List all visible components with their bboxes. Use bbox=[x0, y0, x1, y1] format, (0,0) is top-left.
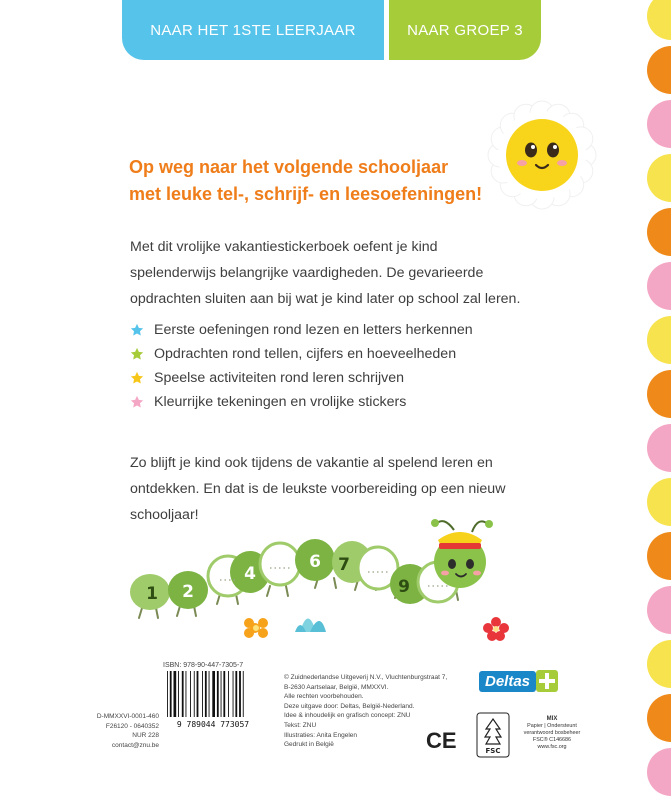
barcode-digits: 9 789044 773057 bbox=[176, 720, 250, 729]
outro-paragraph: Zo blijft je kind ook tijdens de vakantie al spelend leren en ontdekken. En dat is de leukste voorbereiding op een nieuw schooljaar! bbox=[130, 455, 506, 523]
svg-text:FSC: FSC bbox=[485, 747, 501, 755]
list-item: Kleurrijke tekeningen en vrolijke stickers bbox=[130, 390, 580, 414]
caterpillar-number: 1 bbox=[146, 584, 158, 604]
edge-dot bbox=[647, 478, 671, 526]
edge-dot bbox=[647, 316, 671, 364]
barcode bbox=[163, 671, 263, 729]
edge-dot bbox=[647, 0, 671, 40]
star-icon bbox=[130, 347, 144, 361]
flower-icon bbox=[483, 617, 509, 641]
barcode-bar bbox=[217, 671, 219, 717]
star-icon bbox=[130, 395, 144, 409]
barcode-bar bbox=[243, 671, 244, 717]
edge-dot bbox=[647, 640, 671, 688]
barcode-bar bbox=[178, 671, 179, 717]
fsc-logo bbox=[476, 712, 510, 758]
edge-dot bbox=[647, 532, 671, 580]
barcode-bar bbox=[174, 671, 177, 717]
barcode-bar bbox=[170, 671, 172, 717]
edge-dot bbox=[647, 46, 671, 94]
plus-icon bbox=[536, 670, 558, 692]
barcode-bar bbox=[190, 671, 191, 717]
barcode-bar bbox=[221, 671, 222, 717]
edge-dot bbox=[647, 424, 671, 472]
barcode-bar bbox=[239, 671, 241, 717]
barcode-bar bbox=[197, 671, 199, 717]
barcode-bar bbox=[235, 671, 237, 717]
barcode-bar bbox=[202, 671, 203, 717]
barcode-bar bbox=[209, 671, 210, 717]
barcode-bar bbox=[205, 671, 207, 717]
intro-paragraph: Met dit vrolijke vakantiestickerboek oefent je kind spelenderwijs belangrijke vaardigheden. De gevarieerde opdrachten sluiten aan bij wat je kind later op school zal leren. bbox=[130, 239, 521, 307]
edge-dot bbox=[647, 100, 671, 148]
caterpillar-number: 7 bbox=[338, 555, 350, 575]
headline-line-1: Op weg naar het volgende schooljaar bbox=[129, 157, 449, 177]
list-item: Eerste oefeningen rond lezen en letters herkennen bbox=[130, 318, 580, 342]
barcode-bar bbox=[233, 671, 234, 717]
edge-dots-decoration bbox=[635, 0, 671, 800]
edge-dot bbox=[647, 748, 671, 796]
barcode-bar bbox=[182, 671, 184, 717]
barcode-bar bbox=[223, 671, 225, 717]
feature-list bbox=[130, 318, 580, 414]
flower-icon bbox=[244, 618, 268, 638]
caterpillar-number: 6 bbox=[309, 552, 321, 572]
edge-dot bbox=[647, 586, 671, 634]
caterpillar-number: 2 bbox=[182, 582, 194, 602]
fsc-label: MIX Papier | Ondersteunt verantwoord bosbeheer FSC® C146686 www.fsc.org bbox=[523, 716, 581, 750]
star-icon bbox=[130, 323, 144, 337]
barcode-bar bbox=[194, 671, 195, 717]
barcode-bar bbox=[212, 671, 215, 717]
ce-mark: CE bbox=[426, 728, 457, 753]
caterpillar-number: 9 bbox=[398, 577, 410, 597]
tab-group-3: NAAR GROEP 3 bbox=[389, 0, 541, 60]
barcode-block bbox=[163, 662, 263, 734]
publisher-logo: Deltas bbox=[479, 670, 558, 692]
edge-dot bbox=[647, 154, 671, 202]
caterpillar-number: 4 bbox=[244, 564, 256, 584]
list-item: Speelse activiteiten rond leren schrijven bbox=[130, 366, 580, 390]
list-item: Opdrachten rond tellen, cijfers en hoeveelheden bbox=[130, 342, 580, 366]
headline-line-2: met leuke tel-, schrijf- en leesoefeningen! bbox=[129, 184, 483, 204]
product-codes: D-MMXXVI-0001-460 F26120 - 0640352 NUR 228 contact@znu.be bbox=[96, 713, 159, 749]
edge-dot bbox=[647, 262, 671, 310]
tab-first-grade: NAAR HET 1STE LEERJAAR bbox=[122, 0, 384, 60]
barcode-bar bbox=[228, 671, 229, 717]
edge-dot bbox=[647, 370, 671, 418]
isbn-text: ISBN: 978-90-447-7305-7 bbox=[163, 662, 244, 669]
imprint-text: © Zuidnederlandse Uitgeverij N.V., Vluchtenburgstraat 7, B-2630 Aartselaar, België, MMXXVI. Alle rechten voorbehouden. Deze uitgave door: Deltas, België-Nederland. Idee & inhoudelijk en grafisch concept: ZNU Tekst: ZNU Illustraties: Anita Engelen Gedrukt in België bbox=[284, 674, 448, 749]
barcode-bar bbox=[167, 671, 168, 717]
edge-dot bbox=[647, 208, 671, 256]
star-icon bbox=[130, 371, 144, 385]
edge-dot bbox=[647, 694, 671, 742]
barcode-bar bbox=[186, 671, 187, 717]
caterpillar-illustration bbox=[120, 510, 540, 650]
